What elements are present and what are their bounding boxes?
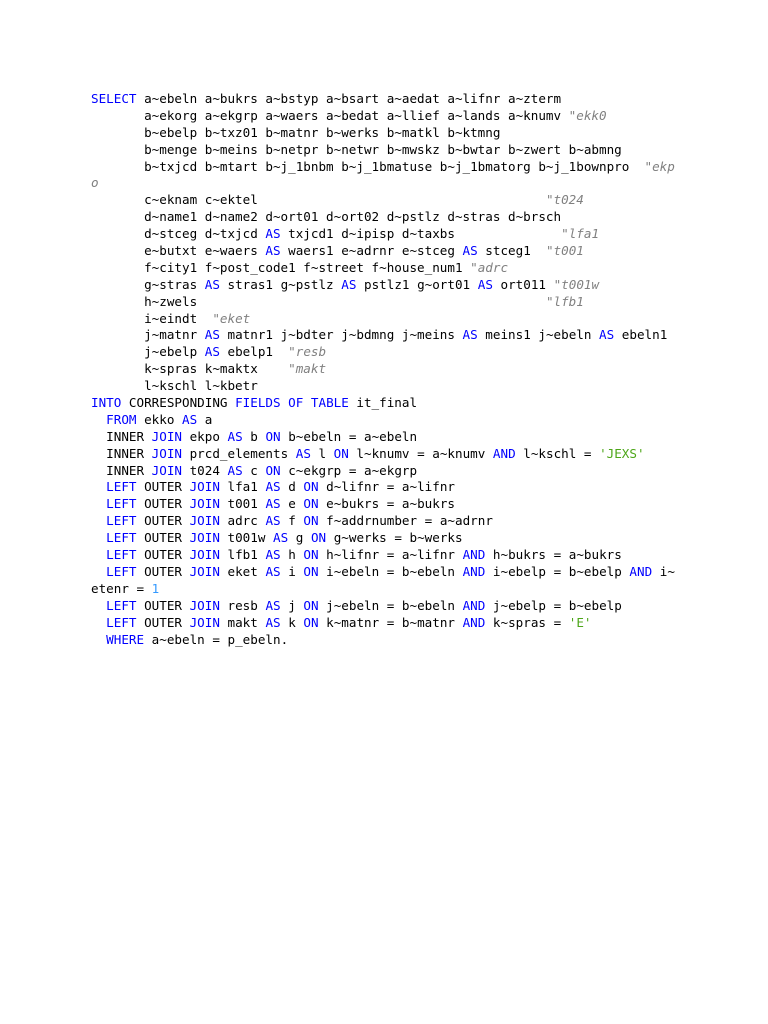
code-text: ekko [136, 411, 183, 427]
code-text: a~ebeln = p_ebeln. [144, 631, 289, 647]
code-text: d~lifnr = a~lifnr [318, 479, 456, 495]
keyword: AND [462, 597, 486, 613]
keyword: JOIN [189, 530, 220, 546]
code-text: h [280, 547, 304, 563]
keyword: ON [333, 445, 349, 461]
code-line [91, 446, 711, 463]
code-text: j [280, 597, 304, 613]
code-text: k [280, 614, 304, 630]
code-text [91, 496, 106, 511]
keyword: AS [265, 614, 281, 630]
keyword: ON [265, 428, 281, 444]
code-text: i~ [652, 563, 675, 579]
keyword: AS [204, 276, 220, 292]
keyword: LEFT [106, 513, 137, 529]
comment: "makt [288, 361, 327, 377]
keyword: AND [462, 563, 486, 579]
code-line [91, 513, 711, 530]
code-text: ebeln1 [614, 327, 668, 343]
code-text: i~eindt [91, 310, 213, 326]
keyword: AND [492, 445, 516, 461]
keyword: ON [303, 563, 319, 579]
keyword: WHERE [106, 631, 145, 647]
code-line [91, 226, 711, 243]
comment: "t024 [545, 192, 584, 208]
code-text [91, 632, 106, 647]
code-line [91, 142, 711, 159]
code-text: OUTER [136, 597, 190, 613]
code-text: j~ebelp = b~ebelp [485, 597, 622, 613]
code-line [91, 311, 711, 328]
code-text: OUTER [136, 513, 190, 529]
code-text: g~stras [91, 276, 205, 292]
keyword: JOIN [189, 597, 220, 613]
keyword: AS [599, 327, 615, 343]
code-text: d~name1 d~name2 d~ort01 d~ort02 d~pstlz d~stras d~brsch [91, 209, 562, 225]
keyword: JOIN [189, 479, 220, 495]
keyword: JOIN [189, 614, 220, 630]
code-text [91, 513, 106, 528]
keyword: LEFT [106, 563, 137, 579]
keyword: JOIN [151, 462, 183, 478]
keyword: AS [227, 428, 243, 444]
keyword: ON [265, 462, 281, 478]
code-text: e [280, 496, 304, 512]
code-text: matnr1 j~bdter j~bdmng j~meins [219, 327, 463, 343]
keyword: ON [303, 614, 319, 630]
comment: o [91, 175, 99, 191]
code-line [91, 209, 711, 226]
code-text: ort011 [492, 276, 554, 292]
keyword: AS [462, 327, 478, 343]
code-text: prcd_elements [182, 445, 296, 461]
code-text [91, 412, 106, 427]
code-line [91, 344, 711, 361]
code-text [91, 547, 106, 562]
code-text: k~spras k~maktx [91, 361, 289, 377]
code-text: e~bukrs = a~bukrs [318, 496, 456, 512]
code-text: it_final [348, 395, 418, 411]
code-line [91, 159, 711, 176]
code-line [91, 192, 711, 209]
code-line [91, 243, 711, 260]
code-line [91, 598, 711, 615]
code-text: d~stceg d~txjcd [91, 226, 266, 242]
keyword: LEFT [106, 530, 137, 546]
code-text [91, 564, 106, 579]
keyword: AS [204, 327, 220, 343]
code-text: f [280, 513, 304, 529]
code-line [91, 327, 711, 344]
keyword: AS [265, 563, 281, 579]
code-text: b~ebeln = a~ebeln [280, 428, 418, 444]
code-text: stras1 g~pstlz [219, 276, 342, 292]
code-text: j~matnr [91, 327, 205, 343]
keyword: AS [265, 513, 281, 529]
keyword: AS [265, 226, 281, 242]
keyword: AS [273, 530, 289, 546]
code-line [91, 429, 711, 446]
keyword: LEFT [106, 597, 137, 613]
keyword: AND [629, 563, 653, 579]
code-text: INNER [91, 462, 152, 478]
comment: "ekk0 [568, 107, 607, 123]
code-line [91, 412, 711, 429]
comment: "adrc [470, 259, 509, 275]
code-line [91, 463, 711, 480]
code-text: adrc [219, 513, 266, 529]
code-text: k~spras = [485, 614, 569, 630]
code-text: l [310, 445, 334, 461]
code-text: i [280, 563, 304, 579]
code-text: d [280, 479, 304, 495]
code-text: c [242, 462, 266, 478]
keyword: ON [310, 530, 327, 546]
keyword: AND [462, 547, 486, 563]
keyword: JOIN [151, 428, 183, 444]
code-text [91, 598, 106, 613]
code-block [91, 91, 711, 648]
keyword: AS [204, 344, 220, 360]
code-text: f~addrnumber = a~adrnr [318, 513, 493, 529]
code-text: h~bukrs = a~bukrs [485, 547, 622, 563]
code-text: g [288, 530, 311, 546]
code-text: b~ebelp b~txz01 b~matnr b~werks b~matkl b~ktmng [91, 124, 501, 140]
code-line [91, 378, 711, 395]
code-text: a~ebeln a~bukrs a~bstyp a~bsart a~aedat a~lifnr a~zterm [136, 91, 562, 106]
code-line [91, 581, 711, 598]
code-text: t001 [219, 496, 266, 512]
code-text: OUTER [136, 563, 190, 579]
keyword: AS [265, 597, 281, 613]
code-text: c~ekgrp = a~ekgrp [280, 462, 418, 478]
code-text: g~werks = b~werks [326, 530, 463, 546]
code-line [91, 496, 711, 513]
keyword: AS [477, 276, 493, 292]
code-text [91, 530, 106, 545]
code-text: l~kschl l~kbetr [91, 378, 258, 394]
comment: "t001w [553, 276, 600, 292]
code-text: OUTER [136, 496, 190, 512]
keyword: AND [462, 614, 486, 630]
code-line [91, 175, 711, 192]
keyword: JOIN [189, 496, 220, 512]
keyword: AS [265, 479, 281, 495]
code-text: l~knumv = a~knumv [348, 445, 493, 461]
code-text: j~ebeln = b~ebeln [318, 597, 463, 613]
code-text: makt [219, 614, 266, 630]
keyword: JOIN [189, 547, 220, 563]
code-text: eket [219, 563, 266, 579]
code-text: l~kschl = [515, 445, 600, 461]
code-line [91, 125, 711, 142]
code-text: OUTER [136, 614, 190, 630]
code-line [91, 91, 711, 108]
code-text: a~ekorg a~ekgrp a~waers a~bedat a~llief a~lands a~knumv [91, 107, 569, 123]
keyword: ON [303, 547, 319, 563]
code-text: b~menge b~meins b~netpr b~netwr b~mwskz b~bwtar b~zwert b~abmng [91, 141, 622, 157]
keyword: ON [303, 479, 319, 495]
comment: "resb [288, 344, 327, 360]
code-line [91, 615, 711, 632]
code-line [91, 547, 711, 564]
code-text: OUTER [136, 530, 190, 546]
keyword: SELECT [91, 91, 137, 106]
code-text: ebelp1 [219, 344, 289, 360]
comment: "lfa1 [561, 226, 600, 242]
keyword: AS [265, 243, 281, 259]
code-text: c~eknam c~ektel [91, 192, 546, 208]
code-line [91, 260, 711, 277]
comment: "t001 [545, 243, 584, 259]
code-text [91, 615, 106, 630]
keyword: AS [265, 547, 281, 563]
code-text: CORRESPONDING [121, 395, 236, 411]
code-text: txjcd1 d~ipisp d~taxbs [280, 226, 562, 242]
comment: "ekp [644, 158, 675, 174]
code-text: waers1 e~adrnr e~stceg [280, 243, 463, 259]
comment: "lfb1 [545, 293, 584, 309]
code-line [91, 277, 711, 294]
keyword: ON [303, 496, 319, 512]
code-text: i~ebelp = b~ebelp [485, 563, 630, 579]
keyword: ON [303, 513, 319, 529]
keyword: FROM [106, 411, 137, 427]
string-literal: 'JEXS' [599, 445, 645, 461]
code-text: INNER [91, 428, 152, 444]
code-text: meins1 j~ebeln [477, 327, 600, 343]
code-text: lfa1 [219, 479, 266, 495]
keyword: AS [182, 411, 198, 427]
keyword: JOIN [151, 445, 183, 461]
number-literal: 1 [151, 580, 160, 596]
code-line [91, 632, 711, 649]
keyword: AS [462, 243, 478, 259]
keyword: FIELDS OF TABLE [235, 395, 349, 411]
keyword: AS [265, 496, 281, 512]
code-text: stceg1 [477, 243, 546, 259]
code-line [91, 564, 711, 581]
code-text: OUTER [136, 547, 190, 563]
code-text: etenr = [91, 580, 152, 596]
code-line [91, 395, 711, 412]
keyword: JOIN [189, 513, 220, 529]
code-text: lfb1 [219, 547, 266, 563]
code-text: h~lifnr = a~lifnr [318, 547, 463, 563]
keyword: LEFT [106, 614, 137, 630]
keyword: AS [227, 462, 243, 478]
code-text: f~city1 f~post_code1 f~street f~house_num1 [91, 259, 471, 275]
keyword: LEFT [106, 547, 137, 563]
keyword: INTO [91, 395, 122, 411]
code-text: pstlz1 g~ort01 [356, 276, 478, 292]
keyword: AS [295, 445, 311, 461]
keyword: AS [341, 276, 357, 292]
code-text: INNER [91, 445, 152, 461]
code-text: ekpo [182, 428, 228, 444]
code-text: resb [219, 597, 266, 613]
string-literal: 'E' [568, 614, 592, 630]
code-text: i~ebeln = b~ebeln [318, 563, 463, 579]
code-text [91, 479, 106, 494]
code-line [91, 294, 711, 311]
code-text: b [242, 428, 266, 444]
code-text: h~zwels [91, 293, 546, 309]
code-text: OUTER [136, 479, 190, 495]
code-line [91, 108, 711, 125]
keyword: ON [303, 597, 319, 613]
keyword: LEFT [106, 496, 137, 512]
keyword: JOIN [189, 563, 220, 579]
code-line [91, 361, 711, 378]
code-text: k~matnr = b~matnr [318, 614, 463, 630]
code-text: t001w [219, 530, 274, 546]
comment: "eket [212, 310, 251, 326]
code-line [91, 530, 711, 547]
code-text: j~ebelp [91, 344, 205, 360]
code-text: b~txjcd b~mtart b~j_1bnbm b~j_1bmatuse b~j_1bmatorg b~j_1bownpro [91, 158, 645, 174]
code-text: t024 [182, 462, 228, 478]
code-line [91, 479, 711, 496]
code-text: e~butxt e~waers [91, 243, 266, 259]
keyword: LEFT [106, 479, 137, 495]
code-text: a [197, 411, 213, 427]
